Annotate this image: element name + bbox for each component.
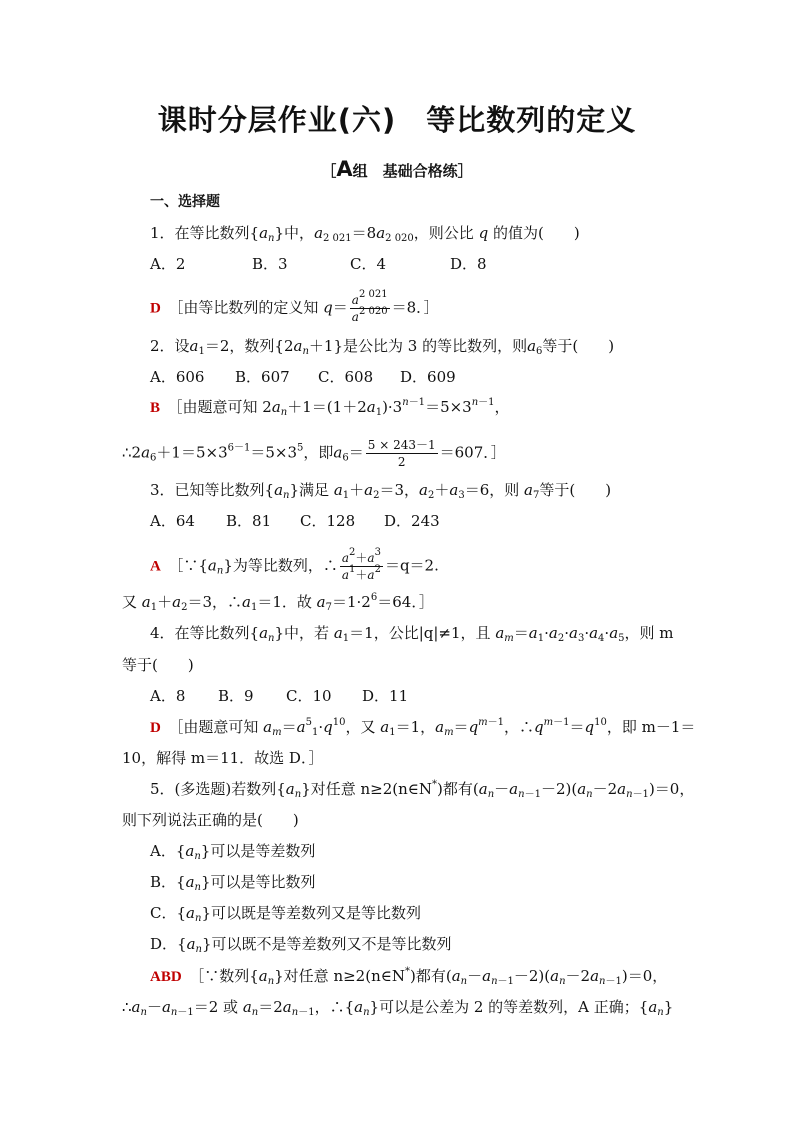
question-2-stem: 2．设$a_1=2$，数列$\{2a_n+1\}$是公比为 3 的等比数列，则$a_6$等于( )	[150, 337, 615, 357]
answer-label: D	[150, 720, 161, 736]
question-4-explanation-line1: D ［由题意可知 $a_m=a^5_1\cdot q^{10}$，又 $a_1=1$，$a_m=q^{m-1}$，$\therefore q^{m-1}=q^{10}$，即 m－1＝	[150, 717, 696, 738]
question-2-explanation-line1: B ［由题意可知 $2a_n+1=(1+2a_1)\cdot 3^{n-1}=5\times 3^{n-1}$，	[150, 397, 510, 418]
question-4-stem-line1: 4．在等比数列$\{a_n\}$中，若 $a_1=1$，公比|q|≠1，且 $a_m=a_1\cdot a_2\cdot a_3\cdot a_4\cdot a_5$，则 m	[150, 624, 674, 644]
question-1-stem: 1．在等比数列$\{a_n\}$中，$a_{2 021}=8a_{2 020}$，则公比 q 的值为( )	[150, 224, 580, 244]
group-heading: ［A组 基础合格练］	[321, 157, 473, 181]
question-2-explanation-line2: $\therefore 2a_6+1=5\times 3^{6-1}=5\times 3^5$，即$a_6=$ $\frac{5 \times 243-1}{2}$ ＝607．］	[122, 438, 506, 469]
question-3-stem: 3．已知等比数列$\{a_n\}$满足 $a_1+a_2=3$，$a_2+a_3=6$，则 $a_7$等于( )	[150, 481, 612, 501]
question-5-option-a: A．$\{a_n\}$可以是等差数列	[150, 842, 316, 862]
section-heading: 一、选择题	[150, 194, 220, 210]
question-5-option-d: D．$\{a_n\}$可以既不是等差数列又不是等比数列	[150, 935, 452, 955]
question-5-stem-line2: 则下列说法正确的是( )	[122, 811, 299, 829]
question-1-explanation: D ［由等比数列的定义知 q＝ $\frac{a^{2 021}}{a^{2 020}}$ ＝8．］	[150, 289, 439, 324]
answer-label: A	[150, 558, 161, 575]
question-4-explanation-line2: 10，解得 m＝11．故选 D．］	[122, 749, 324, 767]
question-5-option-b: B．$\{a_n\}$可以是等比数列	[150, 873, 316, 893]
question-3-explanation-line2: 又 $a_1+a_2=3$，$\therefore a_1=1$．故 $a_7=1\cdot 2^6=64$．］	[122, 592, 434, 613]
question-5-option-c: C．$\{a_n\}$可以既是等差数列又是等比数列	[150, 904, 421, 924]
question-5-explanation-line1: ABD ［∵数列$\{a_n\}$对任意 n≥2(n∈N*)都有$(a_n-a_{n-1}-2)(a_n-2a_{n-1})=0$，	[150, 966, 668, 987]
answer-label: ABD	[150, 969, 182, 985]
question-4-stem-line2: 等于( )	[122, 656, 194, 674]
question-5-explanation-line2: $\therefore a_n-a_{n-1}=2$ 或 $a_n=2a_{n-1}$，$\therefore\{a_n\}$可以是公差为 2 的等差数列，A 正确；$\{a_n\}$	[122, 998, 674, 1018]
answer-label: D	[150, 300, 161, 317]
group-letter: A	[336, 157, 353, 181]
page-title: 课时分层作业(六) 等比数列的定义	[157, 103, 637, 137]
question-3-explanation-line1: A $[\because\{a_n\}$为等比数列，∴ $\frac{a^2+a^3}{a^1+a^2}$ ＝q＝2.	[150, 547, 439, 582]
question-5-stem-line1: 5．(多选题)若数列$\{a_n\}$对任意 n≥2(n∈N*)都有$(a_n-a_{n-1}-2)(a_n-2a_{n-1})=0$，	[150, 779, 695, 800]
answer-label: B	[150, 400, 161, 416]
